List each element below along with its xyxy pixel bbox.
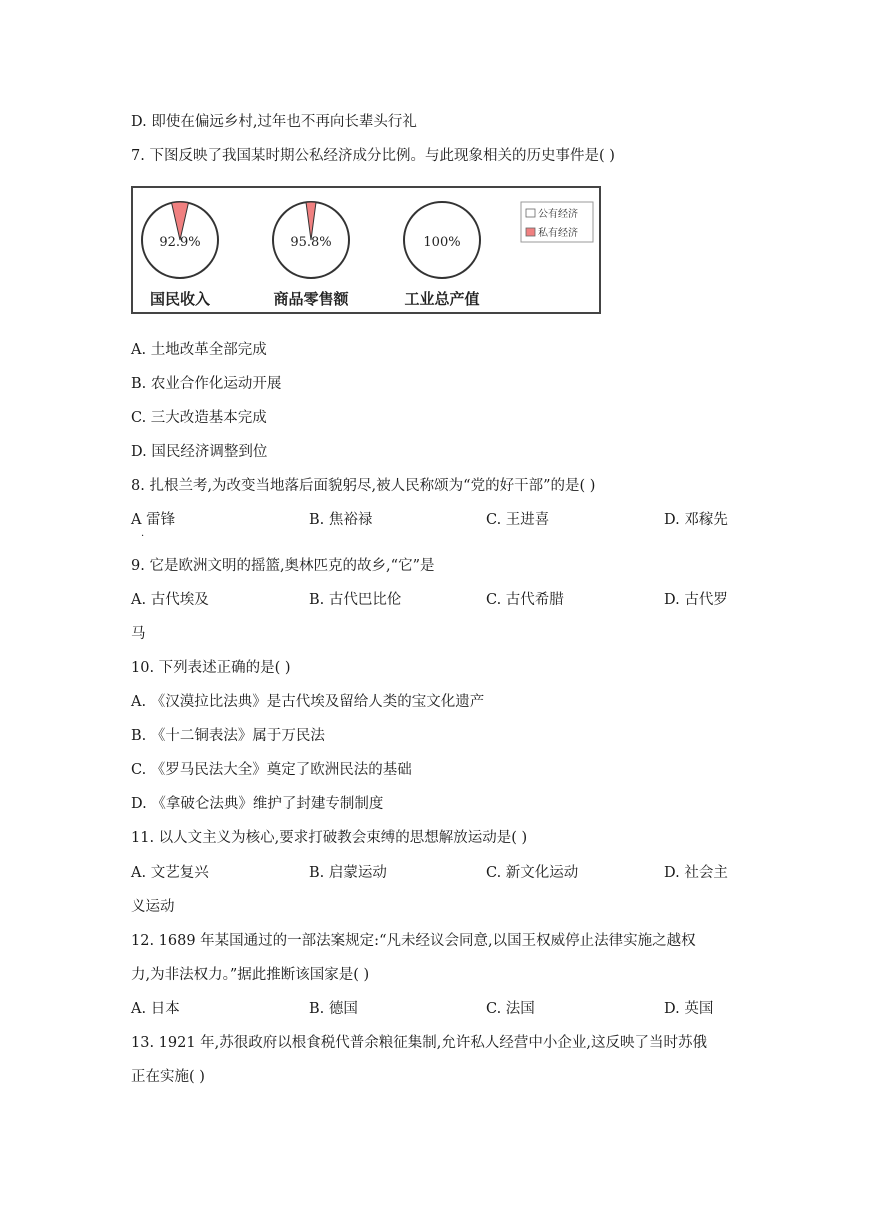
q9-wrap: 马 bbox=[131, 626, 146, 642]
q7-option-d: D. 国民经济调整到位 bbox=[131, 444, 268, 460]
pie-2-value-label: 95.8% bbox=[290, 235, 332, 250]
q8-stem: 8. 扎根兰考,为改变当地落后面貌躬尽,被人民称颂为“党的好干部”的是( ) bbox=[131, 478, 596, 494]
q7-option-b: B. 农业合作化运动开展 bbox=[131, 376, 282, 392]
pie-1-value-label: 92.9% bbox=[159, 235, 201, 250]
q11-stem: 11. 以人文主义为核心,要求打破教会束缚的思想解放运动是( ) bbox=[131, 830, 528, 846]
q7-option-a: A. 土地改革全部完成 bbox=[131, 342, 267, 358]
legend-label-1: 公有经济 bbox=[538, 209, 578, 220]
q12-wrap: 力,为非法权力。”据此推断该国家是( ) bbox=[131, 967, 370, 983]
legend-label-2: 私有经济 bbox=[538, 228, 578, 239]
pie-3-category-label: 工业总产值 bbox=[404, 290, 480, 308]
q11-option-a: A. 文艺复兴 bbox=[131, 865, 209, 881]
q12-stem: 12. 1689 年某国通过的一部法案规定:“凡未经议会同意,以国王权威停止法律实施之越权 bbox=[131, 933, 696, 949]
q8-option-a: A 雷锋 bbox=[131, 512, 176, 528]
q11-option-b: B. 启蒙运动 bbox=[309, 865, 387, 881]
q11-option-d: D. 社会主 bbox=[664, 865, 728, 881]
pie-chart-svg bbox=[133, 188, 599, 312]
q8-option-b: B. 焦裕禄 bbox=[309, 512, 373, 528]
q11-wrap: 义运动 bbox=[131, 899, 175, 915]
q10-option-b: B. 《十二铜表法》属于万民法 bbox=[131, 728, 325, 744]
q13-stem: 13. 1921 年,苏很政府以根食税代普余粮征集制,允许私人经营中小企业,这反映了当时苏俄 bbox=[131, 1035, 708, 1051]
q10-stem: 10. 下列表述正确的是( ) bbox=[131, 660, 291, 676]
pie-2-category-label: 商品零售额 bbox=[273, 290, 349, 308]
q7-stem: 7. 下图反映了我国某时期公私经济成分比例。与此现象相关的历史事件是( ) bbox=[131, 148, 615, 164]
q9-option-c: C. 古代希腊 bbox=[486, 592, 564, 608]
q12-option-c: C. 法国 bbox=[486, 1001, 535, 1017]
q13-wrap: 正在实施( ) bbox=[131, 1069, 205, 1085]
q6-option-d: D. 即使在偏远乡村,过年也不再向长辈头行礼 bbox=[131, 114, 417, 130]
q12-option-a: A. 日本 bbox=[131, 1001, 180, 1017]
q11-option-c: C. 新文化运动 bbox=[486, 865, 579, 881]
legend-swatch-2 bbox=[526, 228, 535, 236]
pie-1-category-label: 国民收入 bbox=[149, 290, 211, 308]
q9-stem: 9. 它是欧洲文明的摇篮,奥林匹克的故乡,“它”是 bbox=[131, 558, 435, 574]
q9-option-a: A. 古代埃及 bbox=[131, 592, 209, 608]
q8-dot: · bbox=[141, 531, 145, 542]
q9-option-d: D. 古代罗 bbox=[664, 592, 728, 608]
q12-option-d: D. 英国 bbox=[664, 1001, 714, 1017]
q10-option-d: D. 《拿破仑法典》维护了封建专制制度 bbox=[131, 796, 384, 812]
q10-option-c: C. 《罗马民法大全》奠定了欧洲民法的基础 bbox=[131, 762, 412, 778]
q10-option-a: A. 《汉漠拉比法典》是古代埃及留给人类的宝文化遗产 bbox=[131, 694, 485, 710]
q12-option-b: B. 德国 bbox=[309, 1001, 358, 1017]
legend-swatch-1 bbox=[526, 209, 535, 217]
q8-option-d: D. 邓稼先 bbox=[664, 512, 728, 528]
q7-option-c: C. 三大改造基本完成 bbox=[131, 410, 267, 426]
economy-pie-charts bbox=[131, 186, 601, 314]
q8-option-c: C. 王进喜 bbox=[486, 512, 550, 528]
pie-3-value-label: 100% bbox=[423, 235, 461, 250]
q9-option-b: B. 古代巴比伦 bbox=[309, 592, 402, 608]
